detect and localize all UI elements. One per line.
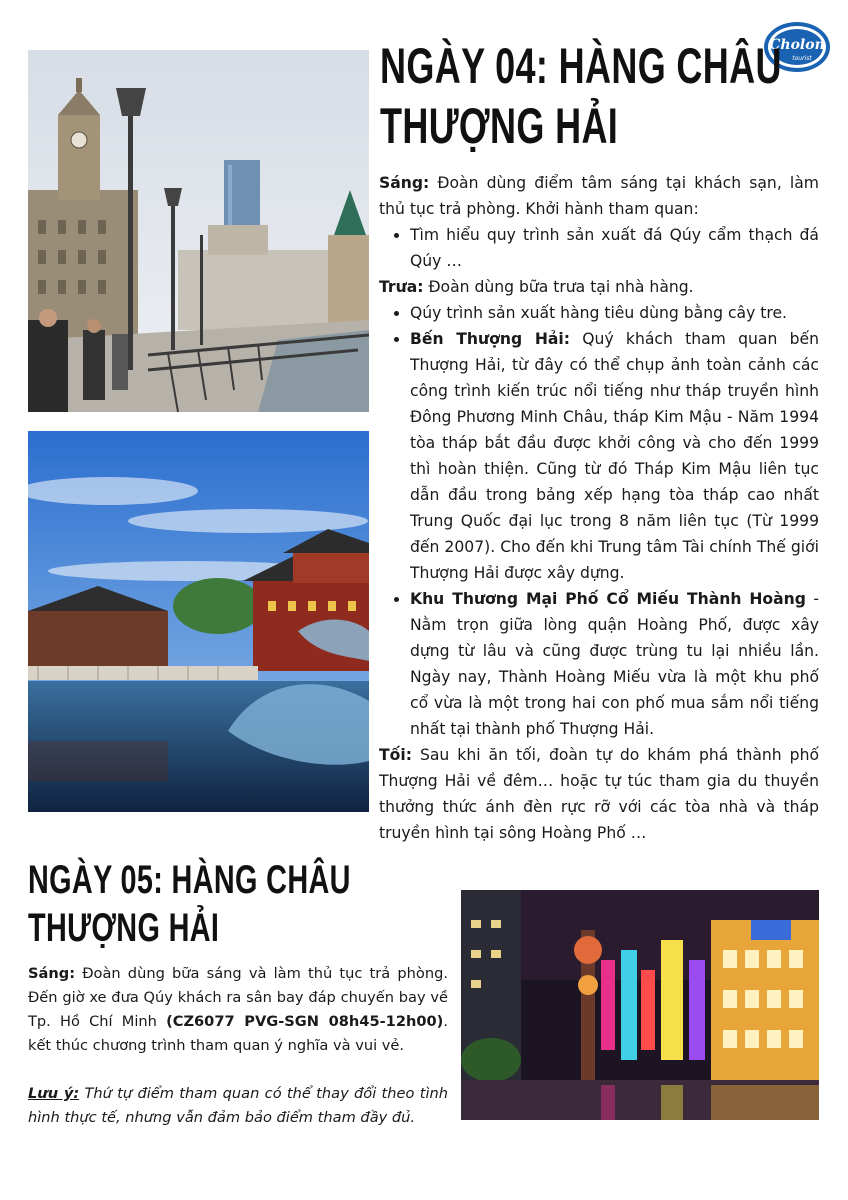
note-text: Thứ tự điểm tham quan có thể thay đổi theo tình hình thực tế, nhưng vẫn đảm bảo điểm tham đầy đủ. — [28, 1085, 448, 1126]
day5-morning-label: Sáng: — [28, 965, 76, 982]
day4-morning — [379, 170, 819, 222]
day4-morning-label: Sáng: — [379, 174, 430, 192]
day5-morning-text: Đoàn dùng bữa sáng và làm thủ tục trả phòng. Đến giờ xe đưa Qúy khách ra sân bay đáp chuyến bay về Tp. Hồ Chí Minh — [28, 965, 448, 1030]
nanjing-road-night-photo — [461, 890, 819, 1120]
day4-title — [380, 36, 782, 156]
bund-label: Bến Thượng Hải: — [410, 330, 571, 348]
day5-morning-end: . kết thúc chương trình tham quan ý nghĩa và vui vẻ. — [28, 1013, 448, 1054]
day4-evening — [379, 742, 819, 846]
day4-noon-label: Trưa: — [379, 278, 424, 296]
logo-text-top: Cholon — [769, 37, 825, 53]
day5-title — [28, 856, 351, 952]
day4-evening-label: Tối: — [379, 746, 412, 764]
day4-evening-text: Sau khi ăn tối, đoàn tự do khám phá thành phố Thượng Hải về đêm… hoặc tự túc tham gia du thuyền thưởng thức ánh đèn rực rỡ với các tòa nhà và tháp truyền hình tại sông Hoàng Phố … — [379, 746, 819, 842]
day5-title-line1: NGÀY 05: HÀNG CHÂU — [28, 858, 351, 902]
day4-noon-item-temple — [410, 586, 819, 742]
note-label: Lưu ý: — [28, 1085, 80, 1102]
day4-morning-text: Đoàn dùng điểm tâm sáng tại khách sạn, làm thủ tục trả phòng. Khởi hành tham quan: — [379, 174, 819, 218]
temple-label: Khu Thương Mại Phố Cổ Miếu Thành Hoàng — [410, 590, 806, 608]
day4-morning-list — [379, 222, 819, 274]
temple-text: - Nằm trọn giữa lòng quận Hoàng Phố, được xây dựng từ lâu và cũng được trùng tu lại nhiều lần. Ngày nay, Thành Hoàng Miếu vừa là một khu phố cổ vừa là một trong hai con phố mua sắm nổi tiếng nhất tại thành phố Thượng Hải. — [410, 590, 819, 738]
logo-text-bottom: tourist — [792, 55, 812, 62]
day4-body — [379, 170, 819, 846]
bund-street-photo — [28, 50, 369, 412]
day4-noon-item-bamboo: • Qúy trình sản xuất hàng tiêu dùng bằng cây tre. — [410, 300, 819, 326]
day4-morning-item: • Tìm hiểu quy trình sản xuất đá Qúy cẩm thạch đá Qúy … — [410, 222, 819, 274]
day4-noon — [379, 274, 819, 300]
day4-title-line2: THƯỢNG HẢI — [380, 98, 619, 154]
day4-noon-text: Đoàn dùng bữa trưa tại nhà hàng. — [423, 278, 694, 296]
day5-morning — [28, 962, 448, 1058]
day5-flight: (CZ6077 PVG-SGN 08h45-12h00) — [166, 1013, 444, 1030]
day5-note — [28, 1082, 448, 1130]
day4-noon-list — [379, 300, 819, 742]
day5-title-line2: THƯỢNG HẢI — [28, 906, 220, 950]
day5-body — [28, 962, 448, 1130]
bund-text: Quý khách tham quan bến Thượng Hải, từ đây có thể chụp ảnh toàn cảnh các công trình kiến trúc nổi tiếng như tháp truyền hình Đông Phương Minh Châu, tháp Kim Mậu - Năm 1994 tòa tháp bắt đầu được khởi công và cho đến 1999 thì hoàn thiện. Cũng từ đó Tháp Kim Mậu liên tục dẫn đầu trong bảng xếp hạng tòa tháp cao nhất Trung Quốc đại lục trong 8 năm liên tục (Từ 1999 đến 2007). Cho đến khi Trung tâm Tài chính Thế giới Thượng Hải được xây dựng. — [410, 330, 819, 582]
yuyuan-garden-photo — [28, 431, 369, 812]
day4-noon-item-bund — [410, 326, 819, 586]
day4-title-line1: NGÀY 04: HÀNG CHÂU — [380, 38, 782, 94]
